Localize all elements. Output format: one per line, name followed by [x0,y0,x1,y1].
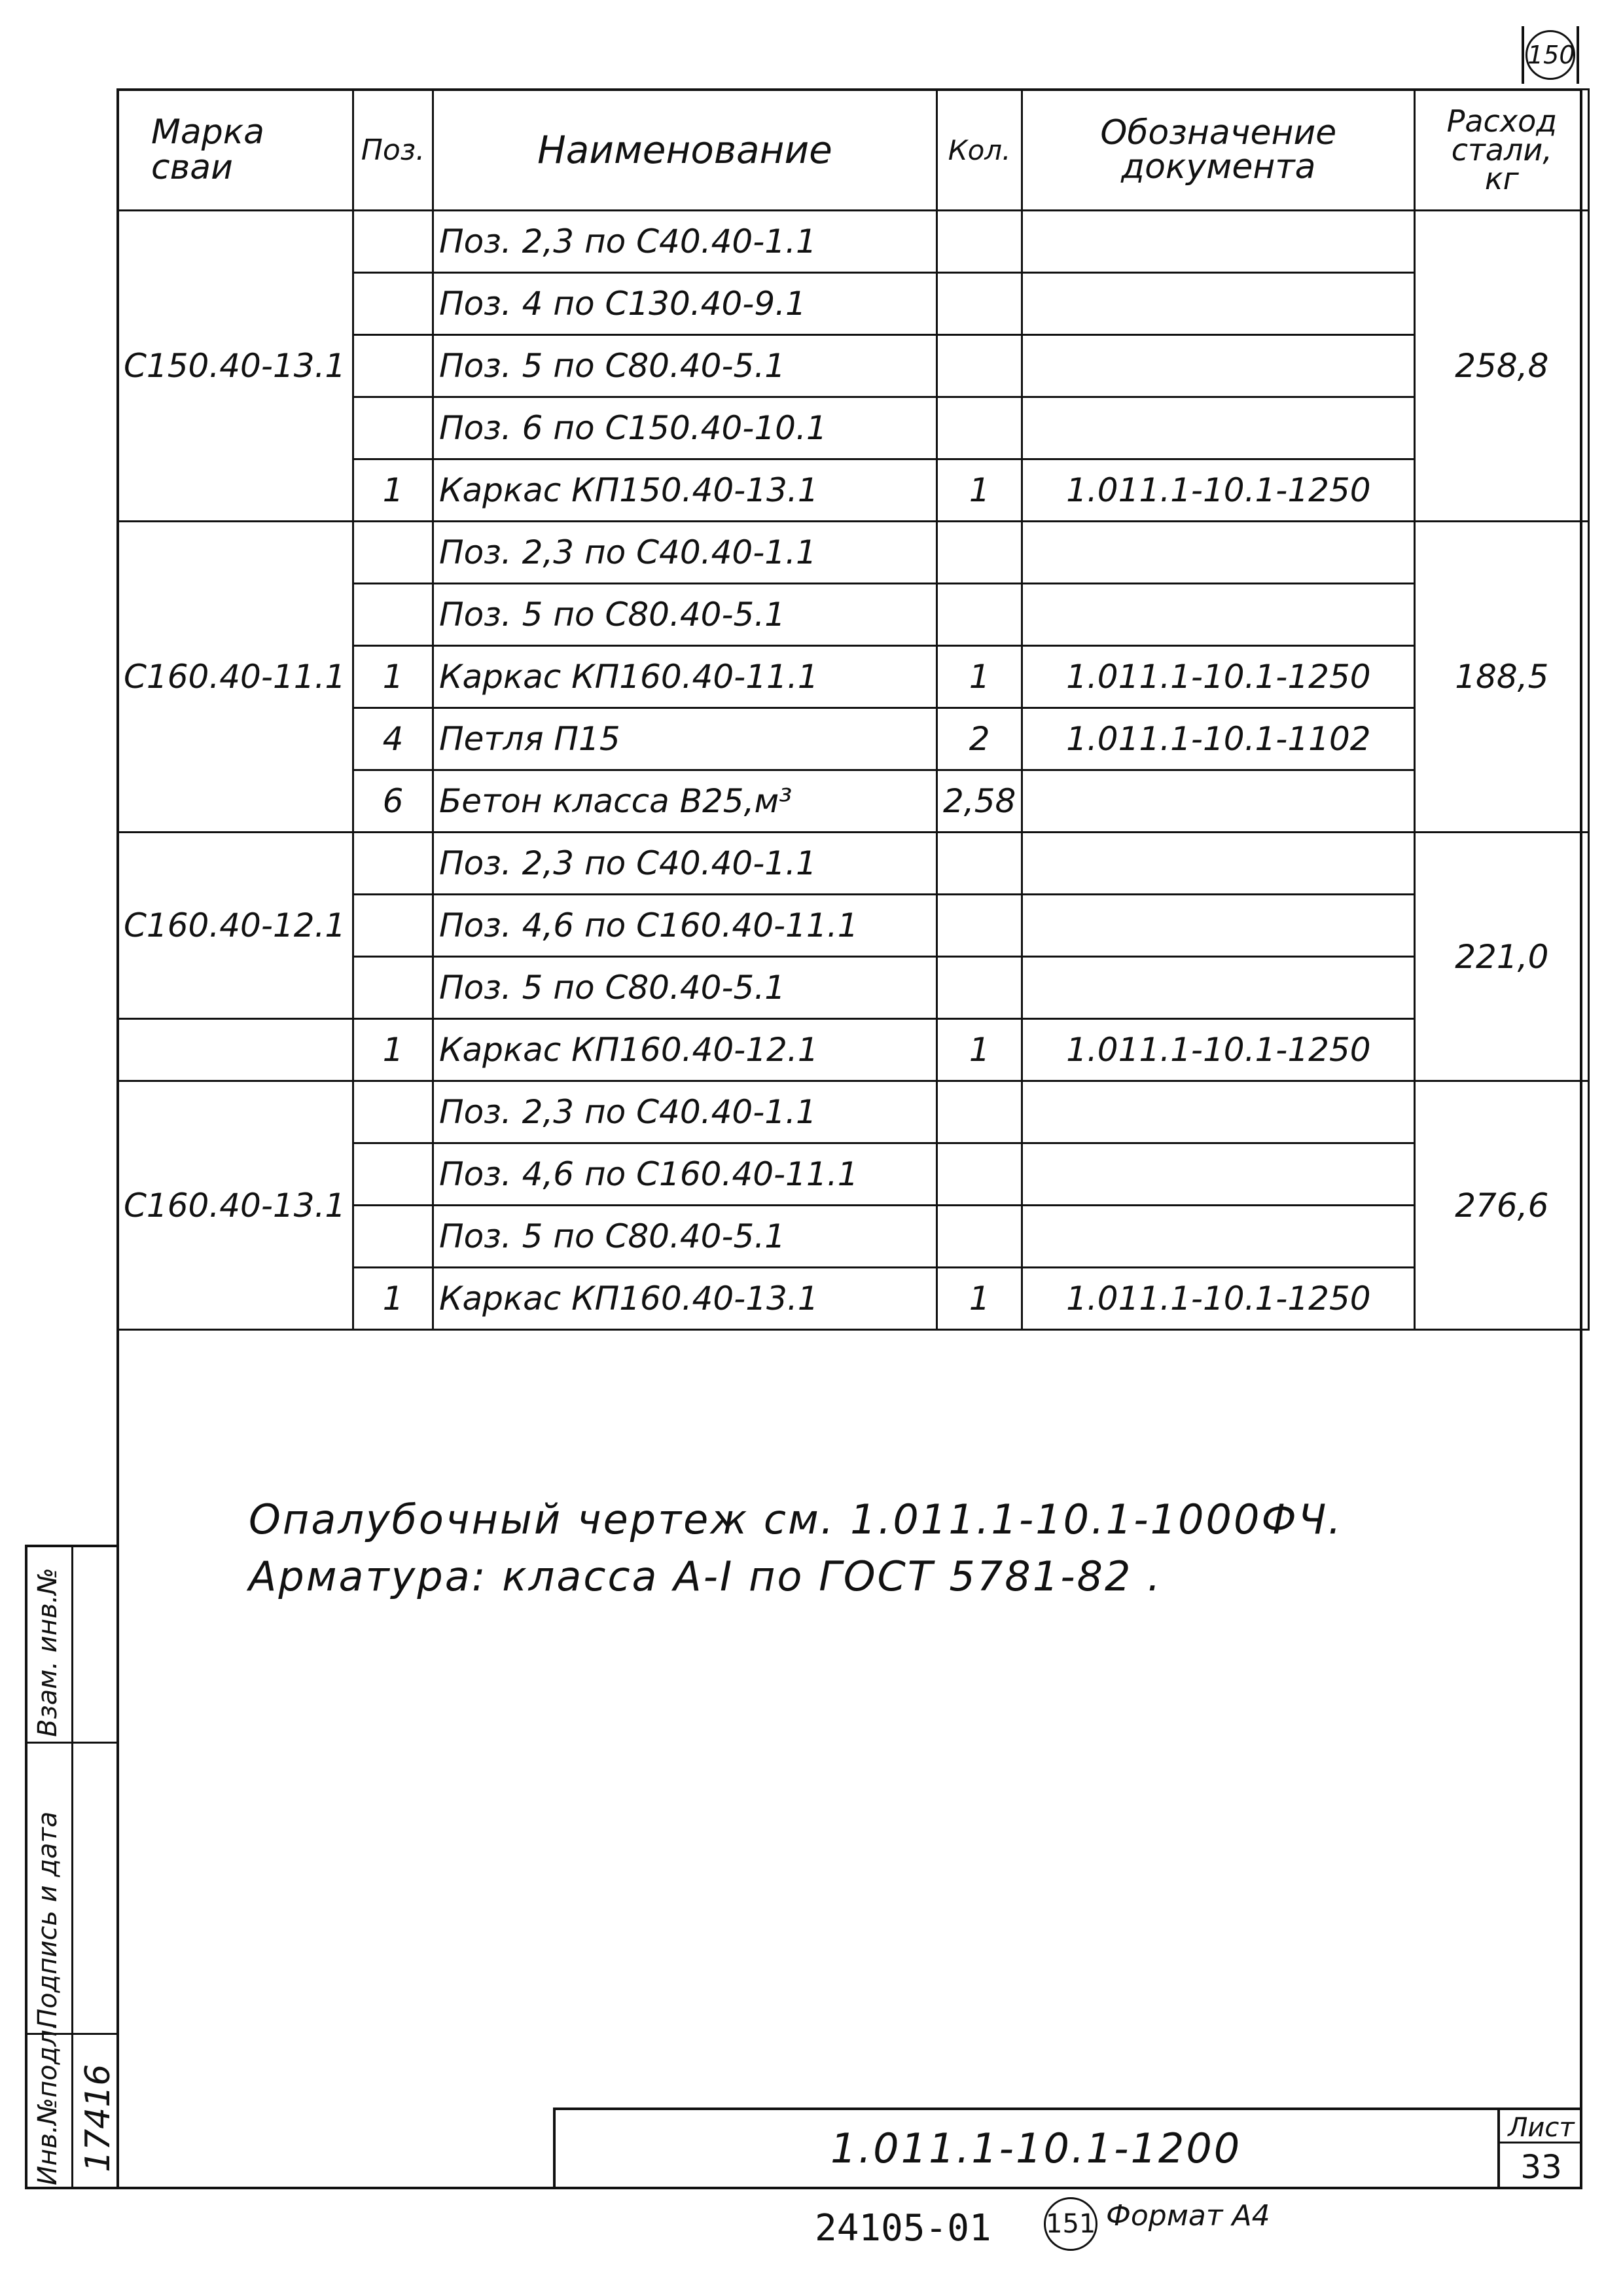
mark-cell: С150.40-13.1 [118,211,353,522]
doc-cell: 1.011.1-10.1-1102 [1022,708,1415,770]
mark-cell-empty [118,1019,353,1081]
header-qty: Кол. [937,90,1022,211]
pos-cell: 1 [353,1268,433,1330]
pos-cell [353,522,433,584]
table-row [118,1081,1589,1143]
qty-cell [937,335,1022,397]
doc-cell: 1.011.1-10.1-1250 [1022,646,1415,708]
sheet-box [1497,2108,1582,2189]
pos-cell: 6 [353,770,433,833]
doc-cell: 1.011.1-10.1-1250 [1022,1268,1415,1330]
margin-stamp [25,1545,116,2189]
qty-cell [937,1206,1022,1268]
qty-cell [937,584,1022,646]
pos-cell: 1 [353,459,433,522]
mass-cell: 258,8 [1415,211,1589,522]
name-cell: Каркас КП150.40-13.1 [433,459,937,522]
qty-cell [937,1081,1022,1143]
name-cell: Поз. 6 по С150.40-10.1 [433,397,937,459]
table-row [118,833,1589,895]
doc-cell [1022,770,1415,833]
qty-cell [937,397,1022,459]
name-cell: Поз. 2,3 по С40.40-1.1 [433,211,937,273]
pos-cell [353,957,433,1019]
name-cell: Каркас КП160.40-12.1 [433,1019,937,1081]
specification-table [116,88,1590,1331]
pos-cell [353,833,433,895]
name-cell: Поз. 4,6 по С160.40-11.1 [433,1143,937,1206]
name-cell: Бетон класса В25,м³ [433,770,937,833]
format-label: Формат А4 [1106,2199,1270,2233]
page-circle-bottom: 151 [1044,2197,1097,2251]
page-number-top [1522,26,1579,84]
pos-cell [353,335,433,397]
pos-cell [353,584,433,646]
table-row [118,211,1589,273]
title-designation: 1.011.1-10.1-1200 [830,2125,1242,2172]
qty-cell [937,211,1022,273]
name-cell: Поз. 5 по С80.40-5.1 [433,957,937,1019]
pos-cell [353,895,433,957]
note-reinforcement: Арматура: класса А-I по ГОСТ 5781-82 . [249,1552,1162,1600]
qty-cell: 1 [937,1019,1022,1081]
mass-cell: 221,0 [1415,833,1589,1081]
title-block [553,2108,1582,2189]
mark-cell: С160.40-11.1 [118,522,353,833]
name-cell: Каркас КП160.40-11.1 [433,646,937,708]
mass-cell: 188,5 [1415,522,1589,833]
doc-cell [1022,833,1415,895]
sheet-divider [1497,2142,1582,2144]
table-row [118,522,1589,584]
name-cell: Петля П15 [433,708,937,770]
qty-cell: 1 [937,1268,1022,1330]
table-row [118,1019,1589,1081]
doc-cell [1022,273,1415,335]
name-cell: Поз. 2,3 по С40.40-1.1 [433,522,937,584]
doc-cell [1022,1143,1415,1206]
pos-cell [353,397,433,459]
stamp-inv-label: Инв.№подл. [33,2021,63,2185]
doc-cell [1022,522,1415,584]
doc-cell [1022,584,1415,646]
header-name: Наименование [433,90,937,211]
doc-cell [1022,1081,1415,1143]
archive-number: 24105-01 [815,2207,991,2250]
name-cell: Поз. 4 по С130.40-9.1 [433,273,937,335]
header-mark: Марка сваи [118,90,353,211]
pos-cell [353,1206,433,1268]
doc-cell [1022,1206,1415,1268]
qty-cell [937,273,1022,335]
doc-cell [1022,335,1415,397]
name-cell: Поз. 5 по С80.40-5.1 [433,584,937,646]
stamp-sign-label: Подпись и дата [33,1811,63,2028]
pos-cell [353,211,433,273]
qty-cell [937,1143,1022,1206]
doc-cell: 1.011.1-10.1-1250 [1022,1019,1415,1081]
name-cell: Поз. 2,3 по С40.40-1.1 [433,833,937,895]
pos-cell [353,1081,433,1143]
stamp-vzam-label: Взам. инв.№ [33,1568,63,1737]
doc-cell [1022,895,1415,957]
sheet-label: Лист [1508,2113,1575,2143]
doc-cell [1022,211,1415,273]
pos-cell: 1 [353,646,433,708]
sheet-number: 33 [1520,2148,1562,2186]
header-pos: Поз. [353,90,433,211]
qty-cell [937,833,1022,895]
pos-cell [353,1143,433,1206]
note-formwork: Опалубочный чертеж см. 1.011.1-10.1-1000ФЧ. [249,1496,1343,1543]
name-cell: Каркас КП160.40-13.1 [433,1268,937,1330]
qty-cell: 1 [937,646,1022,708]
pos-cell: 4 [353,708,433,770]
qty-cell [937,895,1022,957]
qty-cell [937,957,1022,1019]
name-cell: Поз. 2,3 по С40.40-1.1 [433,1081,937,1143]
page-number-circle: 150 [1525,30,1575,80]
pos-cell: 1 [353,1019,433,1081]
mark-cell: С160.40-13.1 [118,1081,353,1330]
header-doc: Обозначение документа [1022,90,1415,211]
doc-cell: 1.011.1-10.1-1250 [1022,459,1415,522]
name-cell: Поз. 5 по С80.40-5.1 [433,335,937,397]
mark-cell: С160.40-12.1 [118,833,353,1019]
pos-cell [353,273,433,335]
header-mass: Расход стали, кг [1415,90,1589,211]
qty-cell [937,522,1022,584]
stamp-inv-value: 17416 [79,2064,118,2172]
doc-cell [1022,397,1415,459]
qty-cell: 1 [937,459,1022,522]
name-cell: Поз. 5 по С80.40-5.1 [433,1206,937,1268]
qty-cell: 2,58 [937,770,1022,833]
qty-cell: 2 [937,708,1022,770]
mass-cell: 276,6 [1415,1081,1589,1330]
doc-cell [1022,957,1415,1019]
name-cell: Поз. 4,6 по С160.40-11.1 [433,895,937,957]
